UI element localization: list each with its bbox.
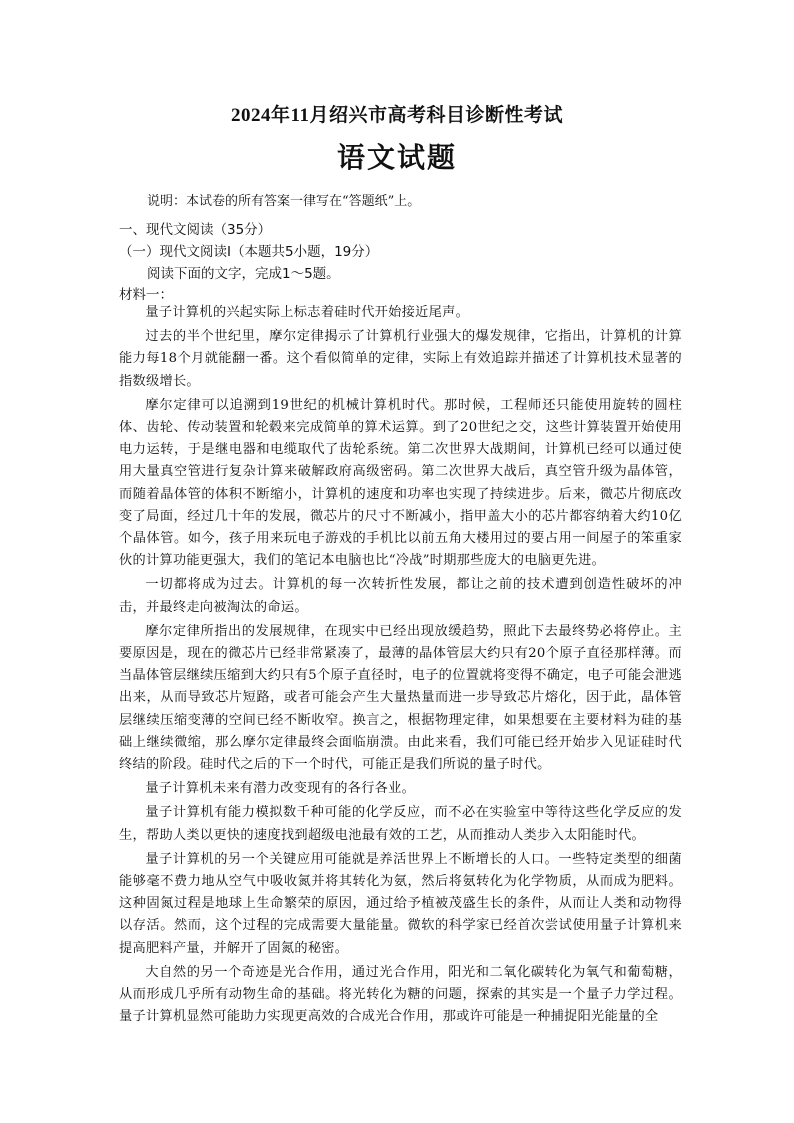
passage-paragraph: 摩尔定律所指出的发展规律，在现实中已经出现放缓趋势，照此下去最终势必将停止。主要原因是，现在的微芯片已经非常紧凑了，最薄的晶体管层大约只有20个原子直径那样薄。而当晶体管层继续压缩到大约只有5个原子直径时，电子的位置就将变得不确定，电子可能会泄逃出来，从而导致芯片短路，或者可能会产生大量热量而进一步导致芯片熔化，因于此，晶体管层继续压缩变薄的空间已经不断收窄。换言之，根据物理定律，如果想要在主要材料为硅的基础上继续微缩，那么摩尔定律最终会面临崩溃。由此来看，我们可能已经开始步入见证硅时代终结的阶段。硅时代之后的下一个时代，可能正是我们所说的量子时代。 [119,623,682,773]
passage-paragraph: 一切都将成为过去。计算机的每一次转折性发展，都让之前的技术遭到创造性破坏的冲击，并最终走向被淘汰的命运。 [119,577,682,615]
reading-instruction: 阅读下面的文字，完成1～5题。 [147,266,340,282]
exam-subtitle: 语文试题 [336,143,457,174]
subsection-heading: （一）现代文阅读Ⅰ（本题共5小题，19分） [119,244,379,260]
passage-paragraph: 量子计算机有能力模拟数千种可能的化学反应，而不必在实验室中等待这些化学反应的发生，帮助人类以更快的速度找到超级电池最有效的工艺，从而推动人类步入太阳能时代。 [119,805,682,843]
passage-paragraph: 大自然的另一个奇迹是光合作用，通过光合作用，阳光和二氧化碳转化为氧气和葡萄糖，从而形成几乎所有动物生命的基础。将光转化为糖的问题，探索的其实是一个量子力学过程。量子计算机显然可能助力实现更高效的合成光合作用，那或许可能是一种捕捉阳光能量的全 [119,964,682,1025]
section-heading: 一、现代文阅读（35分） [119,222,272,238]
passage-paragraph: 量子计算机的兴起实际上标志着硅时代开始接近尾声。 [145,305,470,320]
passage-body [119,302,682,1031]
exam-title: 2024年11月绍兴市高考科目诊断性考试 [231,105,563,126]
material-label: 材料一： [119,287,173,303]
exam-note: 说明：本试卷的所有答案一律写在“答题纸”上。 [147,194,421,209]
passage-paragraph: 量子计算机的另一个关键应用可能就是养活世界上不断增长的人口。一些特定类型的细菌能够毫不费力地从空气中吸收氮并将其转化为氨，然后将氨转化为化学物质，从而成为肥料。这种固氮过程是地球上生命繁荣的原因，通过给予植被茂盛生长的条件，从而让人类和动物得以存活。然而，这个过程的完成需要大量能量。微软的科学家已经首次尝试使用量子计算机来提高肥料产量，并解开了固氮的秘密。 [119,851,682,956]
passage-paragraph: 过去的半个世纪里，摩尔定律揭示了计算机行业强大的爆发规律，它指出，计算机的计算能力每18个月就能翻一番。这个看似简单的定律，实际上有效追踪并描述了计算机技术显著的指数级增长。 [119,329,682,389]
passage-paragraph: 摩尔定律可以追溯到19世纪的机械计算机时代。那时候，工程师还只能使用旋转的圆柱体、齿轮、传动装置和轮毂来完成简单的算术运算。到了20世纪之交，这些计算装置开始使用电力运转，于是继电器和电缆取代了齿轮系统。第二次世界大战期间，计算机已经可以通过使用大量真空管进行复杂计算来破解政府高级密码。第二次世界大战后，真空管升级为晶体管，而随着晶体管的体积不断缩小，计算机的速度和功率也实现了持续进步。后来，微芯片彻底改变了局面，经过几十年的发展，微芯片的尺寸不断减小，指甲盖大小的芯片都容纳着大约10亿个晶体管。如今，孩子用来玩电子游戏的手机比以前五角大楼用过的要占用一间屋子的笨重家伙的计算功能更强大，我们的笔记本电脑也比“冷战”时期那些庞大的电脑更先进。 [119,397,682,569]
passage-paragraph: 量子计算机未来有潜力改变现有的各行各业。 [145,781,416,797]
